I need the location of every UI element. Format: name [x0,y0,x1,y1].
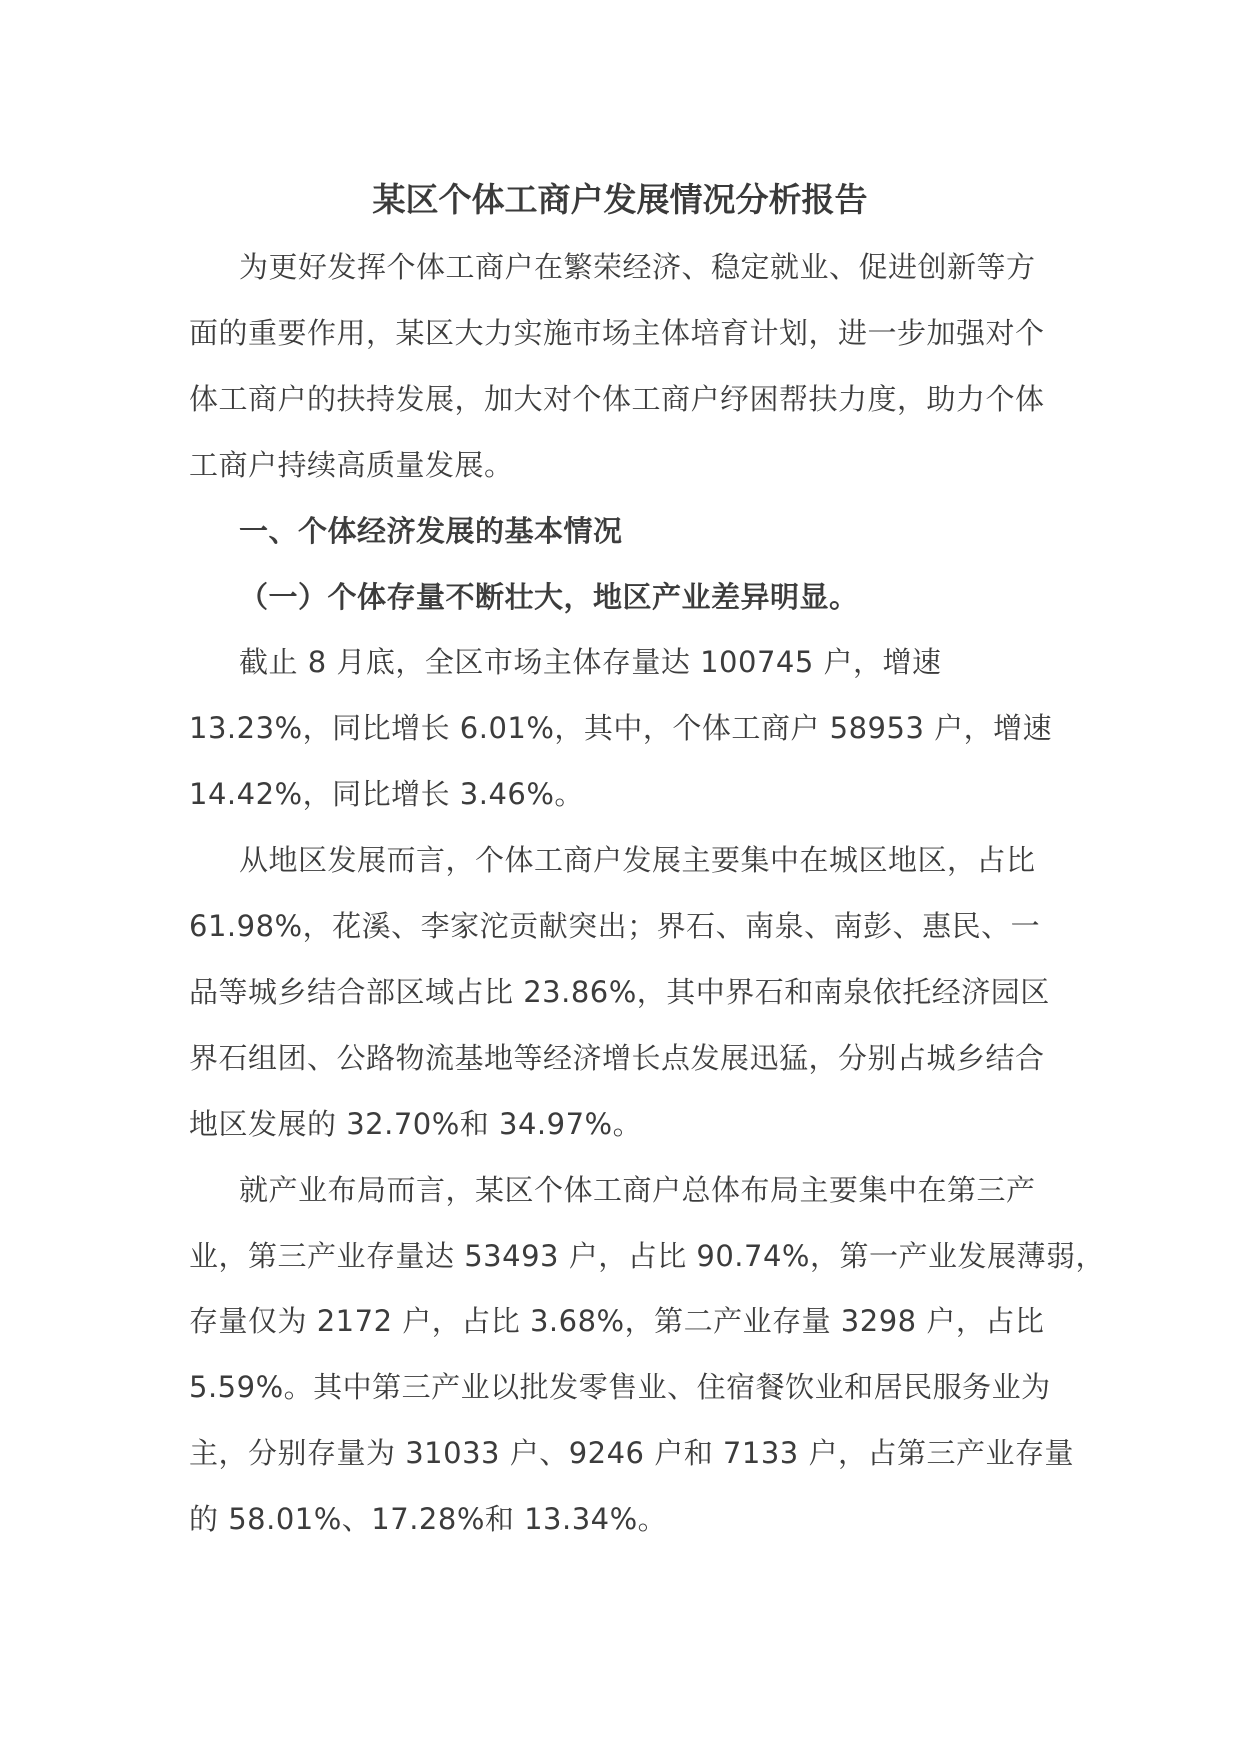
paragraph-line: 就产业布局而言，某区个体工商户总体布局主要集中在第三产 [239,1172,1036,1207]
paragraph-line: 面的重要作用，某区大力实施市场主体培育计划，进一步加强对个 [189,315,1045,350]
paragraph-line: 的 58.01%、17.28%和 13.34%。 [189,1502,668,1537]
paragraph-line: 截止 8 月底，全区市场主体存量达 100745 户，增速 [239,645,942,680]
paragraph-line: 61.98%，花溪、李家沱贡献突出；界石、南泉、南彭、惠民、一 [189,909,1041,943]
paragraph-line: 体工商户的扶持发展，加大对个体工商户纾困帮扶力度，助力个体 [189,381,1045,416]
paragraph-line: 主，分别存量为 31033 户、9246 户和 7133 户，占第三产业存量 [189,1436,1074,1471]
paragraph-line: 5.59%。其中第三产业以批发零售业、住宿餐饮业和居民服务业为 [189,1370,1051,1405]
paragraph-line: 存量仅为 2172 户，占比 3.68%，第二产业存量 3298 户，占比 [189,1304,1045,1339]
paragraph-line: 品等城乡结合部区域占比 23.86%，其中界石和南泉依托经济园区 [189,974,1050,1009]
paragraph-line: 地区发展的 32.70%和 34.97%。 [189,1106,643,1141]
paragraph-line: 界石组团、公路物流基地等经济增长点发展迅猛，分别占城乡结合 [189,1040,1045,1075]
paragraph-line: 为更好发挥个体工商户在繁荣经济、稳定就业、促进创新等方 [239,250,1036,284]
paragraph-line: 工商户持续高质量发展。 [189,447,514,482]
paragraph-line: 13.23%，同比增长 6.01%，其中，个体工商户 58953 户，增速 [189,711,1053,746]
paragraph-line: 从地区发展而言，个体工商户发展主要集中在城区地区，占比 [239,843,1036,878]
paragraph-line: 业，第三产业存量达 53493 户，占比 90.74%，第一产业发展薄弱， [189,1238,1105,1273]
section-heading: 一、个体经济发展的基本情况 [239,513,623,548]
paragraph-line: 14.42%，同比增长 3.46%。 [189,777,584,812]
subsection-heading: （一）个体存量不断壮大，地区产业差异明显。 [239,579,859,614]
document-title: 某区个体工商户发展情况分析报告 [372,180,868,219]
